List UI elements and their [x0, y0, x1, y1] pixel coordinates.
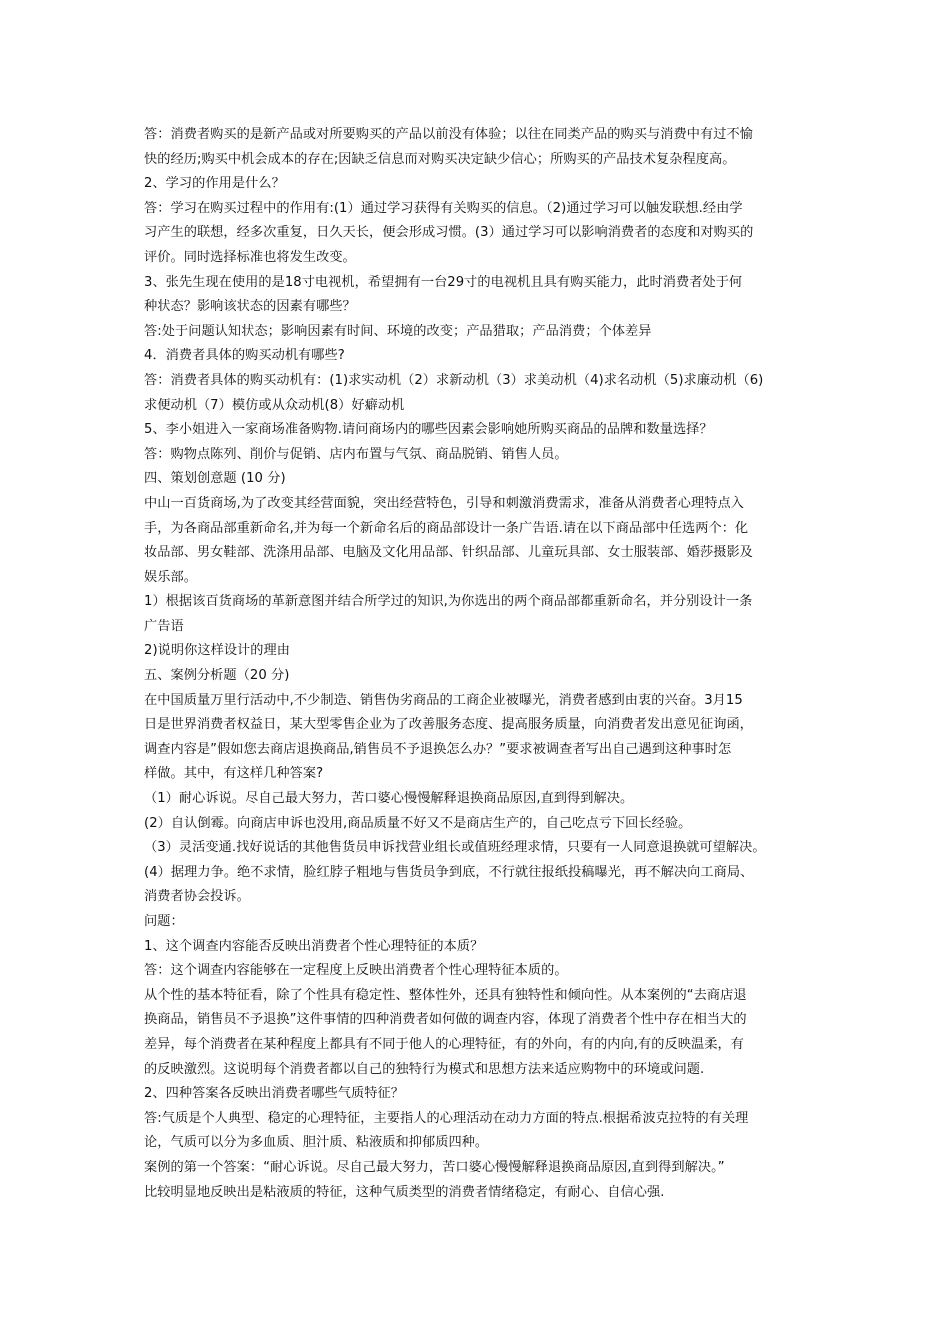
text-line: 消费者协会投诉。	[144, 889, 250, 905]
text-line: 广告语	[144, 618, 184, 634]
question-heading: 2、四种答案各反映出消费者哪些气质特征？	[144, 1086, 404, 1102]
text-line: 答：学习在购买过程中的作用有:(1）通过学习获得有关购买的信息。（2)通过学习可以触发联想.经由学	[144, 200, 743, 216]
text-line: 2)说明你这样设计的理由	[144, 643, 291, 659]
text-line: 妆品部、男女鞋部、洗涤用品部、电脑及文化用品部、针织品部、儿童玩具部、女士服装部、婚莎摄影及	[144, 545, 753, 561]
text-line: 答：这个调查内容能够在一定程度上反映出消费者个性心理特征本质的。	[144, 963, 568, 979]
text-line: 问题：	[144, 914, 184, 929]
text-line: 从个性的基本特征看，除了个性具有稳定性、整体性外，还具有独特性和倾向性。从本案例的“去商店退	[144, 987, 747, 1003]
text-line: 习产生的联想，经多次重复，日久天长，便会形成习惯。(3）通过学习可以影响消费者的态度和对购买的	[144, 225, 754, 241]
text-line: 快的经历;购买中机会成本的存在;因缺乏信息而对购买决定缺少信心；所购买的产品技术复杂程度高。	[144, 151, 736, 167]
text-line: 答:处于问题认知状态；影响因素有时间、环境的改变；产品猎取；产品消费；个体差异	[144, 323, 652, 339]
text-line: 手，为各商品部重新命名,并为每一个新命名后的商品部设计一条广告语.请在以下商品部中任选两个：化	[144, 520, 749, 536]
question-heading: 5、李小姐进入一家商场准备购物.请问商场内的哪些因素会影响她所购买商品的品牌和数量选择？	[144, 422, 713, 438]
text-line: 答：消费者购买的是新产品或对所要购买的产品以前没有体验；以往在同类产品的购买与消费中有过不愉	[144, 127, 753, 142]
section-heading: 五、案例分析题（20 分)	[144, 668, 290, 684]
document-body	[144, 123, 812, 1205]
question-heading: 1、这个调查内容能否反映出消费者个性心理特征的本质？	[144, 938, 484, 954]
text-line: （3）灵活变通.找好说话的其他售货员申诉找营业组长或值班经理求情，只要有一人同意退换就可望解决。	[144, 840, 766, 856]
text-line: 答：购物点陈列、削价与促销、店内布置与气氛、商品脱销、销售人员。	[144, 446, 568, 462]
text-line: 案例的第一个答案：“耐心诉说。尽自己最大努力，苦口婆心慢慢解释退换商品原因,直到得到解决。”	[144, 1159, 725, 1175]
text-line: 差异，每个消费者在某种程度上都具有不同于他人的心理特征，有的外向，有的内向,有的反映温柔，有	[144, 1036, 744, 1052]
text-line: （1）耐心诉说。尽自己最大努力，苦口婆心慢慢解释退换商品原因,直到得到解决。	[144, 791, 634, 807]
question-heading: 3、张先生现在使用的是18寸电视机，希望拥有一台29寸的电视机且具有购买能力，此时消费者处于何	[144, 274, 743, 290]
text-line: 答：消费者具体的购买动机有：(1)求实动机（2）求新动机（3）求美动机（4)求名动机（5)求廉动机（6)	[144, 372, 764, 388]
question-heading: 种状态？影响该状态的因素有哪些？	[144, 299, 356, 315]
text-line: (2）自认倒霉。向商店申诉也没用,商品质量不好又不是商店生产的，自己吃点亏下回长经验。	[144, 815, 692, 831]
text-line: 答:气质是个人典型、稳定的心理特征，主要指人的心理活动在动力方面的特点.根据希波克拉特的有关理	[144, 1110, 749, 1126]
text-line: 娱乐部。	[144, 569, 197, 585]
text-line: 评价。同时选择标准也将发生改变。	[144, 249, 356, 265]
text-line: 的反映激烈。这说明每个消费者都以自己的独特行为模式和思想方法来适应购物中的环境或问题.	[144, 1061, 705, 1077]
text-line: 论，气质可以分为多血质、胆汁质、粘液质和抑郁质四种。	[144, 1135, 489, 1151]
question-heading: 4．消费者具体的购买动机有哪些?	[144, 348, 345, 364]
text-line: (4）据理力争。绝不求情，脸红脖子粗地与售货员争到底，不行就往报纸投稿曝光，再不解决向工商局、	[144, 864, 754, 880]
text-line: 样做。其中，有这样几种答案?	[144, 766, 324, 782]
text-line: 比较明显地反映出是粘液质的特征，这种气质类型的消费者情绪稳定，有耐心、自信心强.	[144, 1184, 665, 1200]
text-line: 求便动机（7）模仿或从众动机(8）好癖动机	[144, 397, 405, 413]
text-line: 调查内容是”假如您去商店退换商品,销售员不予退换怎么办？”要求被调查者写出自己遇到这种事时怎	[144, 741, 732, 757]
text-line: 在中国质量万里行活动中,不少制造、销售伪劣商品的工商企业被曝光，消费者感到由衷的兴奋。3月15	[144, 692, 743, 708]
text-line: 日是世界消费者权益日，某大型零售企业为了改善服务态度、提高服务质量，向消费者发出意见征询函，	[144, 717, 753, 733]
question-heading: 2、学习的作用是什么？	[144, 176, 285, 192]
text-line: 中山一百货商场,为了改变其经营面貌，突出经营特色，引导和刺激消费需求，准备从消费者心理特点入	[144, 495, 744, 511]
text-line: 1）根据该百货商场的革新意图并结合所学过的知识,为你选出的两个商品部都重新命名，并分别设计一条	[144, 594, 753, 610]
text-line: 换商品，销售员不予退换”这件事情的四种消费者如何做的调查内容，体现了消费者个性中存在相当大的	[144, 1012, 747, 1028]
section-heading: 四、策划创意题 (10 分)	[144, 471, 286, 487]
